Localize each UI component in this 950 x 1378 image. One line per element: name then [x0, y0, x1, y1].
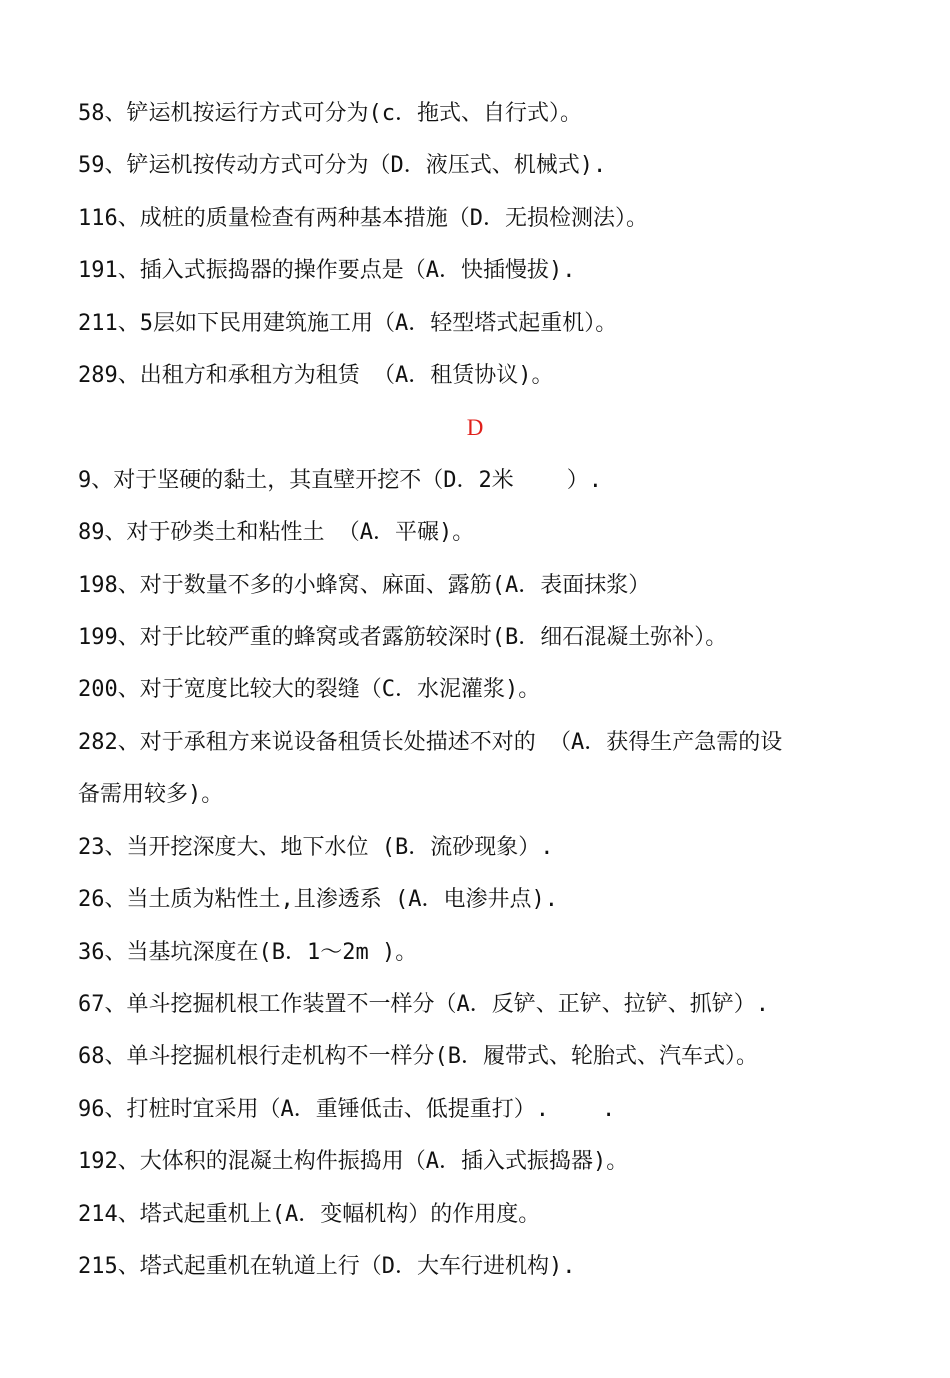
section-heading-d: D	[466, 415, 484, 441]
text-line: 26、当土质为粘性土,且渗透系 (A．电渗井点).	[78, 887, 558, 913]
text-line: 215、塔式起重机在轨道上行（D．大车行进机构).	[78, 1253, 576, 1279]
text-line: 58、铲运机按运行方式可分为(c．拖式、自行式）。	[78, 101, 582, 126]
text-line: 289、出租方和承租方为租赁 （A．租赁协议)。	[78, 363, 554, 389]
text-line: 282、对于承租方来说设备租赁长处描述不对的 （A．获得生产急需的设	[78, 729, 783, 755]
text-line: 200、对于宽度比较大的裂缝（C．水泥灌浆)。	[78, 677, 541, 703]
text-line: 67、单斗挖掘机根工作装置不一样分（A．反铲、正铲、拉铲、抓铲）.	[78, 991, 769, 1017]
text-line: 23、当开挖深度大、地下水位 (B．流砂现象）.	[78, 834, 554, 860]
text-line: 116、成桩的质量检查有两种基本措施（D．无损检测法）。	[78, 205, 648, 231]
text-line: 96、打桩时宜采用（A．重锤低击、低提重打）. .	[78, 1096, 616, 1122]
text-line: 9、对于坚硬的黏土，其直壁开挖不（D．2米 ）.	[78, 467, 602, 493]
text-line: 192、大体积的混凝土构件振捣用（A．插入式振捣器)。	[78, 1149, 629, 1175]
text-line: 211、5层如下民用建筑施工用（A．轻型塔式起重机）。	[78, 310, 618, 336]
text-line: 199、对于比较严重的蜂窝或者露筋较深时(B．细石混凝土弥补）。	[78, 625, 728, 651]
text-line: 191、插入式振捣器的操作要点是（A．快插慢拔).	[78, 258, 576, 284]
text-line: 36、当基坑深度在(B．1～2m )。	[78, 939, 418, 965]
text-line: 59、铲运机按传动方式可分为（D．液压式、机械式).	[78, 153, 607, 179]
text-line: 89、对于砂类土和粘性土 （A．平碾)。	[78, 520, 475, 546]
text-line: 198、对于数量不多的小蜂窝、麻面、露筋(A．表面抹浆）	[78, 572, 651, 598]
document-content	[78, 88, 878, 1293]
text-line: 备需用较多)。	[78, 782, 224, 808]
text-line: 214、塔式起重机上(A．变幅机构）的作用度。	[78, 1201, 541, 1227]
text-line: 68、单斗挖掘机根行走机构不一样分(B．履带式、轮胎式、汽车式）。	[78, 1044, 758, 1070]
